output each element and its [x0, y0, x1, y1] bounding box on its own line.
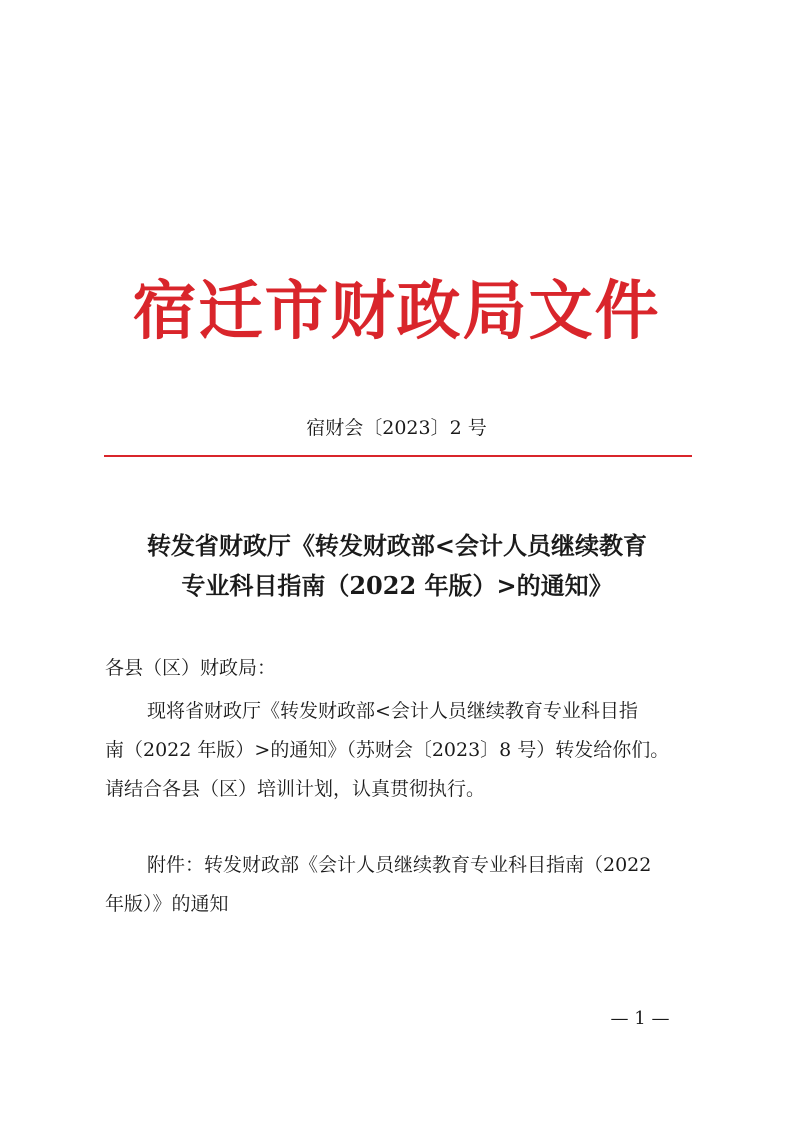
- attachment-line-2: 年版）》的通知: [105, 893, 229, 915]
- notice-title: [100, 526, 694, 606]
- page-number: — 1 —: [610, 1008, 670, 1029]
- attachment-note: [105, 846, 695, 924]
- attachment-line-1: 附件：转发财政部《会计人员继续教育专业科目指南（2022: [147, 854, 652, 876]
- document-number: 宿财会〔2023〕2 号: [306, 417, 487, 439]
- body-paragraph-line-3: 请结合各县（区）培训计划，认真贯彻执行。: [105, 778, 486, 800]
- body-paragraph-line-2: 南（2022 年版）>的通知》（苏财会〔2023〕8 号）转发给你们。: [105, 739, 670, 761]
- notice-title-line-1: 转发省财政厅《转发财政部<会计人员继续教育: [146, 531, 648, 560]
- body-paragraph: [105, 692, 695, 809]
- body-paragraph-line-1: 现将省财政厅《转发财政部<会计人员继续教育专业科目指: [147, 700, 638, 722]
- notice-title-line-2: 专业科目指南（2022 年版）>的通知》: [181, 571, 613, 600]
- document-header-title: 宿迁市财政局文件: [132, 274, 661, 349]
- header-divider: [104, 455, 692, 457]
- addressee: 各县（区）财政局：: [105, 657, 277, 679]
